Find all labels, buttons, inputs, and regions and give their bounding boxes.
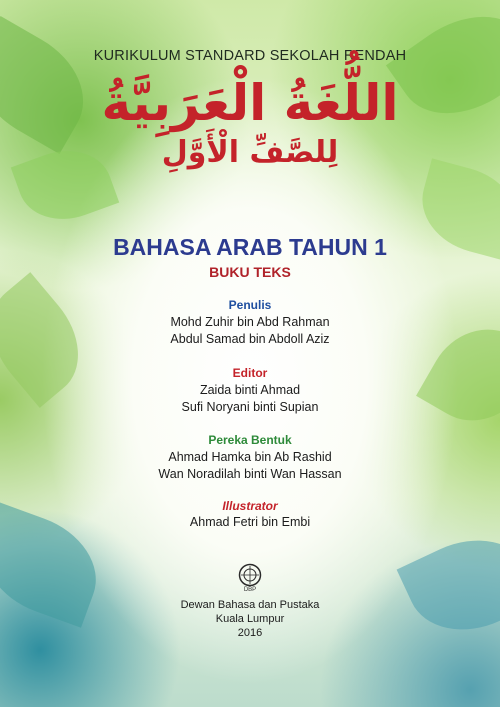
- designer-name: Wan Noradilah binti Wan Hassan: [158, 467, 342, 481]
- publisher-logo-text: DBP: [243, 587, 257, 593]
- curriculum-heading: KURIKULUM STANDARD SEKOLAH RENDAH: [93, 48, 407, 64]
- editor-label: Editor: [232, 366, 268, 380]
- editor-name: Sufi Noryani binti Supian: [181, 400, 319, 414]
- publisher-name: Dewan Bahasa dan Pustaka: [180, 599, 320, 611]
- illustrator-name: Ahmad Fetri bin Embi: [189, 515, 311, 529]
- illustrator-label: Illustrator: [222, 499, 278, 513]
- dbp-logo-icon: [238, 563, 262, 587]
- book-title: BAHASA ARAB TAHUN 1: [113, 234, 387, 260]
- writers-label: Penulis: [228, 298, 272, 312]
- publisher-city: Kuala Lumpur: [215, 613, 285, 625]
- book-type: BUKU TEKS: [209, 264, 291, 280]
- editor-name: Zaida binti Ahmad: [199, 383, 301, 397]
- writer-name: Abdul Samad bin Abdoll Aziz: [170, 332, 330, 346]
- writer-name: Mohd Zuhir bin Abd Rahman: [170, 315, 330, 329]
- designer-name: Ahmad Hamka bin Ab Rashid: [168, 450, 332, 464]
- arabic-subtitle: لِلصَّفِّ الْأَوَّلِ: [161, 135, 339, 170]
- designer-label: Pereka Bentuk: [208, 433, 292, 447]
- publication-year: 2016: [237, 627, 263, 639]
- arabic-title: اللُّغَةُ الْعَرَبِيَّةُ: [101, 74, 399, 132]
